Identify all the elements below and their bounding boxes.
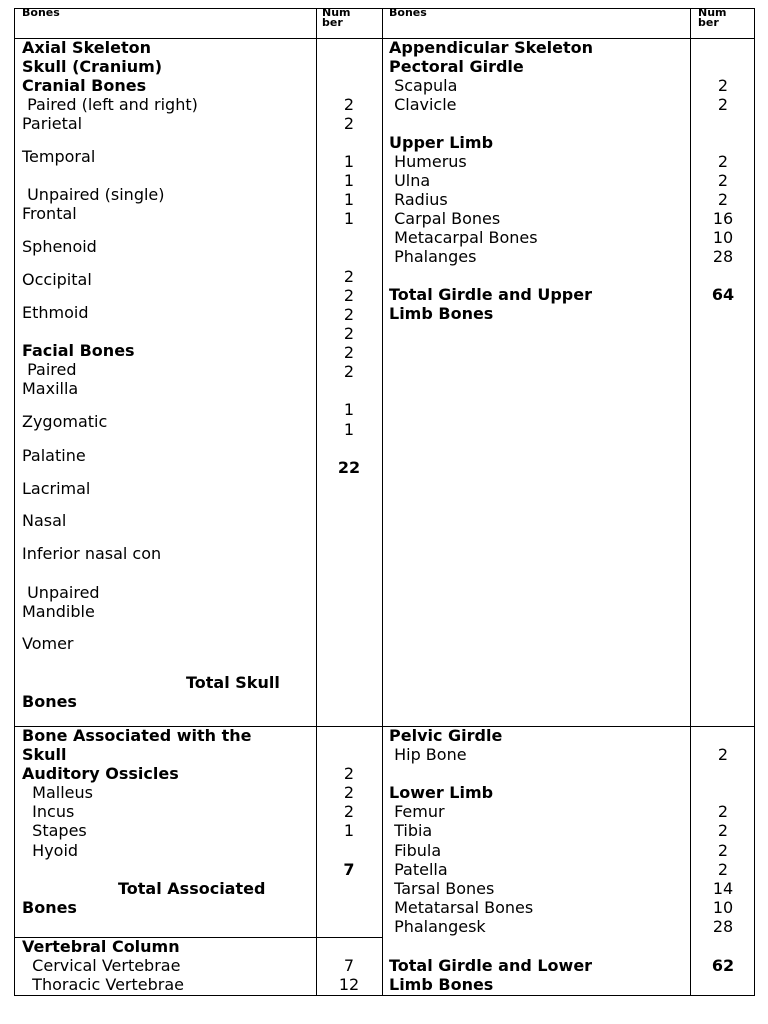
axial-number: 2 bbox=[343, 343, 355, 362]
axial-number: 2 bbox=[343, 286, 355, 305]
header-number-right: Number bbox=[698, 6, 727, 29]
associated-number: 2 bbox=[343, 802, 355, 821]
radius: Radius bbox=[389, 190, 448, 209]
vomer: Vomer bbox=[22, 634, 74, 653]
ethmoid: Ethmoid bbox=[22, 303, 89, 322]
table-divider-3 bbox=[690, 8, 691, 996]
metacarpal-bones: Metacarpal Bones bbox=[389, 228, 538, 247]
carpal-bones: Carpal Bones bbox=[389, 209, 501, 228]
phalanges: Phalanges bbox=[389, 247, 477, 266]
unpaired-label: Unpaired (single) bbox=[22, 185, 165, 204]
axial-number: 2 bbox=[343, 324, 355, 343]
vertebral-column-heading: Vertebral Column bbox=[22, 937, 180, 956]
table-border-bottom bbox=[14, 995, 755, 996]
facial-heading: Facial Bones bbox=[22, 341, 135, 360]
metatarsal-bones: Metatarsal Bones bbox=[389, 898, 534, 917]
thoracic-vertebrae: Thoracic Vertebrae bbox=[22, 975, 185, 994]
axial-number: 2 bbox=[343, 95, 355, 114]
axial-number: 1 bbox=[343, 400, 355, 419]
table-border-right bbox=[754, 8, 755, 996]
total-upper-number: 64 bbox=[711, 285, 735, 304]
lower-limb-number: 10 bbox=[712, 898, 734, 917]
axial-number: 2 bbox=[343, 305, 355, 324]
tarsal-bones: Tarsal Bones bbox=[389, 879, 495, 898]
palatine: Palatine bbox=[22, 446, 86, 465]
axial-number: 1 bbox=[343, 420, 355, 439]
total-associated-label: Total Associated bbox=[118, 879, 266, 898]
axial-number: 1 bbox=[343, 152, 355, 171]
sphenoid: Sphenoid bbox=[22, 237, 97, 256]
axial-number: 2 bbox=[343, 267, 355, 286]
temporal: Temporal bbox=[22, 147, 96, 166]
total-associated-label-2: Bones bbox=[22, 898, 77, 917]
axial-number: 2 bbox=[343, 114, 355, 133]
axial-title: Axial Skeleton bbox=[22, 38, 151, 57]
lower-limb-number: 2 bbox=[717, 841, 729, 860]
tibia: Tibia bbox=[389, 821, 433, 840]
stapes: Stapes bbox=[22, 821, 87, 840]
hyoid: Hyoid bbox=[22, 841, 79, 860]
table-divider-1 bbox=[316, 8, 317, 996]
total-upper-label-2: Limb Bones bbox=[389, 304, 494, 323]
incus: Incus bbox=[22, 802, 75, 821]
appendicular-number: 28 bbox=[712, 247, 734, 266]
associated-title-2: Skull bbox=[22, 745, 67, 764]
lower-limb-heading: Lower Limb bbox=[389, 783, 494, 802]
total-upper-label: Total Girdle and Upper bbox=[389, 285, 592, 304]
appendicular-number: 2 bbox=[717, 95, 729, 114]
pectoral-girdle-heading: Pectoral Girdle bbox=[389, 57, 524, 76]
inferior-nasal-concha: Inferior nasal con bbox=[22, 544, 162, 563]
lower-limb-number: 2 bbox=[717, 802, 729, 821]
table-border-top bbox=[14, 8, 755, 9]
occipital: Occipital bbox=[22, 270, 92, 289]
maxilla: Maxilla bbox=[22, 379, 79, 398]
pelvic-girdle-heading: Pelvic Girdle bbox=[389, 726, 503, 745]
total-skull-label: Total Skull bbox=[186, 673, 280, 692]
patella: Patella bbox=[389, 860, 448, 879]
phalangesk: Phalangesk bbox=[389, 917, 486, 936]
femur: Femur bbox=[389, 802, 445, 821]
hip-bone: Hip Bone bbox=[389, 745, 467, 764]
total-associated-number: 7 bbox=[343, 860, 355, 879]
paired-label: Paired (left and right) bbox=[22, 95, 198, 114]
appendicular-number: 2 bbox=[717, 152, 729, 171]
cervical-vertebrae: Cervical Vertebrae bbox=[22, 956, 181, 975]
clavicle: Clavicle bbox=[389, 95, 457, 114]
nasal: Nasal bbox=[22, 511, 67, 530]
hip-bone-number: 2 bbox=[717, 745, 729, 764]
auditory-ossicles-heading: Auditory Ossicles bbox=[22, 764, 179, 783]
cervical-number: 7 bbox=[343, 956, 355, 975]
frontal: Frontal bbox=[22, 204, 77, 223]
header-bones-right: Bones bbox=[389, 6, 427, 19]
total-lower-label-2: Limb Bones bbox=[389, 975, 494, 994]
lower-limb-number: 28 bbox=[712, 917, 734, 936]
zygomatic: Zygomatic bbox=[22, 412, 108, 431]
total-skull-label-2: Bones bbox=[22, 692, 77, 711]
header-bones-left: Bones bbox=[22, 6, 60, 19]
fibula: Fibula bbox=[389, 841, 442, 860]
table-divider-2 bbox=[382, 8, 383, 996]
table-border-left bbox=[14, 8, 15, 996]
appendicular-number: 10 bbox=[712, 228, 734, 247]
humerus: Humerus bbox=[389, 152, 467, 171]
appendicular-title: Appendicular Skeleton bbox=[389, 38, 594, 57]
facial-unpaired-label: Unpaired bbox=[22, 583, 100, 602]
total-lower-number: 62 bbox=[711, 956, 735, 975]
axial-number: 2 bbox=[343, 362, 355, 381]
appendicular-number: 2 bbox=[717, 171, 729, 190]
cranial-heading: Cranial Bones bbox=[22, 76, 147, 95]
skull-title: Skull (Cranium) bbox=[22, 57, 163, 76]
associated-number: 2 bbox=[343, 764, 355, 783]
upper-limb-heading: Upper Limb bbox=[389, 133, 494, 152]
header-number-left: Number bbox=[322, 6, 351, 29]
lower-limb-number: 14 bbox=[712, 879, 734, 898]
appendicular-number: 16 bbox=[712, 209, 734, 228]
scapula: Scapula bbox=[389, 76, 458, 95]
lower-limb-number: 2 bbox=[717, 821, 729, 840]
appendicular-number: 2 bbox=[717, 76, 729, 95]
associated-number: 1 bbox=[343, 821, 355, 840]
parietal: Parietal bbox=[22, 114, 83, 133]
axial-number: 1 bbox=[343, 209, 355, 228]
axial-number: 1 bbox=[343, 171, 355, 190]
facial-paired-label: Paired bbox=[22, 360, 77, 379]
appendicular-number: 2 bbox=[717, 190, 729, 209]
total-lower-label: Total Girdle and Lower bbox=[389, 956, 593, 975]
lower-limb-number: 2 bbox=[717, 860, 729, 879]
mandible: Mandible bbox=[22, 602, 95, 621]
lacrimal: Lacrimal bbox=[22, 479, 91, 498]
associated-title: Bone Associated with the bbox=[22, 726, 252, 745]
malleus: Malleus bbox=[22, 783, 93, 802]
total-skull-number: 22 bbox=[337, 458, 361, 477]
associated-number: 2 bbox=[343, 783, 355, 802]
axial-number: 1 bbox=[343, 190, 355, 209]
ulna: Ulna bbox=[389, 171, 431, 190]
thoracic-number: 12 bbox=[338, 975, 360, 994]
